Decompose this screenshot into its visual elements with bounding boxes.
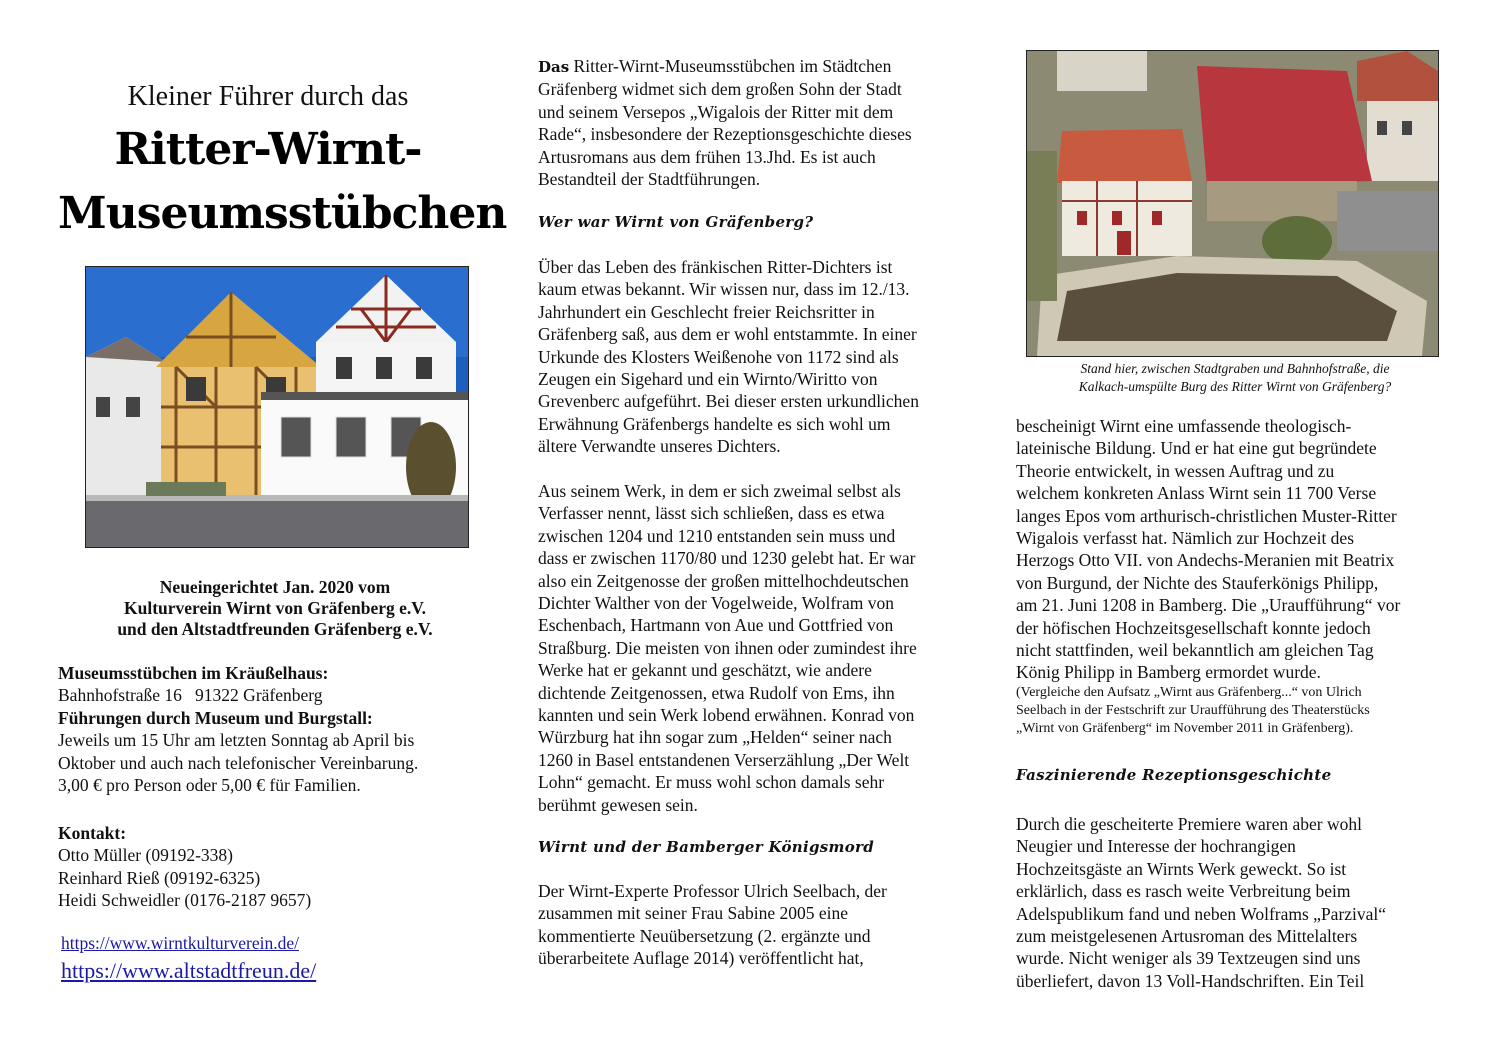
r2-line-7: wurde. Nicht weniger als 39 Textzeugen sind uns <box>1016 948 1361 969</box>
pretitle: Kleiner Führer durch das <box>127 81 409 112</box>
p1-line-4: Gräfenberg saß, aus dem er wohl entstammte. In einer <box>538 324 917 345</box>
paragraph-bildung <box>1016 415 1456 684</box>
credits-line-2: Kulturverein Wirnt von Gräfenberg e.V. <box>123 598 427 618</box>
p2-line-9: Werke hat er gekannt und geschätzt, wie andere <box>538 660 872 681</box>
r2-line-6: zum meistgelesenen Artusroman des Mittelalters <box>1016 926 1358 947</box>
museum-building-photo <box>85 266 469 548</box>
r1-line-2: lateinische Bildung. Und er hat eine gut begründete <box>1016 438 1377 459</box>
p1-line-1: Über das Leben des fränkischen Ritter-Dichters ist <box>538 257 893 277</box>
intro-paragraph <box>538 55 970 190</box>
paragraph-seelbach <box>538 880 970 970</box>
link-wirntkulturverein[interactable]: https://www.wirntkulturverein.de/ <box>61 933 299 953</box>
p3-line-3: kommentierte Neuübersetzung (2. ergänzte und <box>538 925 871 946</box>
p2-line-14: Lohn“ gemacht. Er muss wohl schon damals sehr <box>538 772 885 793</box>
r1-line-6: Wigalois verfasst hat. Nämlich zur Hochzeit des <box>1016 528 1355 549</box>
r2-line-3: Hochzeitsgäste an Wirnts Werk geweckt. So ist <box>1016 858 1347 879</box>
intro-line-1: Ritter-Wirnt-Museumsstübchen im Städtchen <box>569 56 892 76</box>
intro-line-2: Gräfenberg widmet sich dem großen Sohn der Stadt <box>538 79 902 100</box>
p2-line-5: also ein Zeitgenosse der großen mittelhochdeutschen <box>538 570 909 591</box>
p2-line-7: Eschenbach, Hartmann von Aue und Gottfried von <box>538 615 894 636</box>
location-heading: Museumsstübchen im Kräußelhaus: <box>58 663 329 683</box>
contact-1: Otto Müller (09192-338) <box>58 845 233 866</box>
r2-line-8: überliefert, davon 13 Voll-Handschriften. Ein Teil <box>1016 970 1365 991</box>
intro-line-5: Artusromans aus dem frühen 13.Jhd. Es ist auch <box>538 146 876 167</box>
p2-line-1: Aus seinem Werk, in dem er sich zweimal selbst als <box>538 481 901 501</box>
caption-line-2: Kalkach-umspülte Burg des Ritter Wirnt von Gräfenberg? <box>1078 379 1392 394</box>
paragraph-work <box>538 480 970 816</box>
r2-line-1: Durch die gescheiterte Premiere waren aber wohl <box>1016 814 1362 834</box>
r2-line-4: erklärlich, dass es rasch weite Verbreitung beim <box>1016 881 1351 902</box>
note-line-3: „Wirnt von Gräfenberg“ im November 2011 in Gräfenberg). <box>1016 721 1354 736</box>
museum-info <box>58 662 498 796</box>
r1-line-11: nicht stattfinden, weil bekanntlich am gleichen Tag <box>1016 640 1374 661</box>
tours-heading: Führungen durch Museum und Burgstall: <box>58 707 373 728</box>
tours-line-3: 3,00 € pro Person oder 5,00 € für Familien. <box>58 775 361 796</box>
tours-line-2: Oktober und auch nach telefonischer Vereinbarung. <box>58 752 419 773</box>
p3-line-2: zusammen mit seiner Frau Sabine 2005 eine <box>538 903 849 924</box>
r1-line-12: König Philipp in Bamberg ermordet wurde. <box>1016 662 1321 683</box>
reference-note <box>1016 684 1466 738</box>
photo-caption <box>1010 360 1460 396</box>
r1-line-8: von Burgund, der Nichte des Stauferkönigs Philipp, <box>1016 572 1379 593</box>
p2-line-15: berühmt gewesen sein. <box>538 794 698 815</box>
p2-line-3: zwischen 1204 und 1210 entstanden sein muss und <box>538 525 896 546</box>
paragraph-rezeption <box>1016 813 1456 992</box>
credits-line-3: und den Altstadtfreunden Gräfenberg e.V. <box>117 619 433 639</box>
p1-line-9: ältere Verwandte unseres Dichters. <box>538 436 781 457</box>
p3-line-1: Der Wirnt-Experte Professor Ulrich Seelbach, der <box>538 881 887 901</box>
intro-line-6: Bestandteil der Stadtführungen. <box>538 169 761 190</box>
title-line-2: Museumsstübchen <box>58 188 507 239</box>
p2-line-4: dass er zwischen 1170/80 und 1230 gelebt hat. Er war <box>538 548 916 569</box>
p2-line-6: Dichter Walther von der Vogelweide, Wolfram von <box>538 593 895 614</box>
r1-line-4: welchem konkreten Anlass Wirnt sein 11 700 Verse <box>1016 483 1377 504</box>
r2-line-2: Neugier und Interesse der hochrangigen <box>1016 836 1296 857</box>
r1-line-3: Theorie entwickelt, in wessen Auftrag und zu <box>1016 460 1335 481</box>
credits <box>60 577 490 640</box>
r2-line-5: Adelspublikum fand und neben Wolframs „Parzival“ <box>1016 903 1387 924</box>
credits-line-1: Neueingerichtet Jan. 2020 vom <box>159 577 391 597</box>
paragraph-life <box>538 256 970 458</box>
p1-line-5: Urkunde des Klosters Weißenohe von 1172 sind als <box>538 346 899 367</box>
r1-line-7: Herzogs Otto VII. von Andechs-Meranien mit Beatrix <box>1016 550 1395 571</box>
intro-first-word: Das <box>538 58 570 76</box>
p1-line-7: Grevenberc aufgeführt. Bei dieser ersten urkundlichen <box>538 391 919 412</box>
p2-line-12: Würzburg hat ihn sogar zum „Helden“ seiner nach <box>538 727 892 748</box>
r1-line-5: langes Epos vom arthurisch-christlichen Muster-Ritter <box>1016 505 1397 526</box>
tours-line-1: Jeweils um 15 Uhr am letzten Sonntag ab April bis <box>58 730 415 751</box>
contact-heading: Kontakt: <box>58 823 127 843</box>
p1-line-6: Zeugen ein Sigehard und ein Wirnto/Wiritto von <box>538 369 878 390</box>
intro-line-4: Rade“, insbesondere der Rezeptionsgeschichte dieses <box>538 124 912 145</box>
p2-line-13: 1260 in Basel entstandenen Verserzählung „Der Welt <box>538 749 910 770</box>
address: Bahnhofstraße 16 91322 Gräfenberg <box>58 685 323 706</box>
heading-rezeption: Faszinierende Rezeptionsgeschichte <box>1016 766 1332 784</box>
intro-line-3: und seinem Versepos „Wigalois der Ritter mit dem <box>538 101 894 122</box>
note-line-2: Seelbach in der Festschrift zur Uraufführung des Theaterstücks <box>1016 703 1370 718</box>
note-line-1: (Vergleiche den Aufsatz „Wirnt aus Gräfenberg...“ von Ulrich <box>1016 685 1362 700</box>
p1-line-2: kaum etwas bekannt. Wir wissen nur, dass im 12./13. <box>538 279 910 300</box>
p2-line-10: dichtende Zeitgenossen, etwa Rudolf von Ems, ihn <box>538 682 895 703</box>
title-line-1: Ritter-Wirnt- <box>114 124 422 175</box>
p2-line-8: Straßburg. Die meisten von ihnen oder zumindest ihre <box>538 637 917 658</box>
caption-line-1: Stand hier, zwischen Stadtgraben und Bahnhofstraße, die <box>1080 361 1390 376</box>
r1-line-1: bescheinigt Wirnt eine umfassende theologisch- <box>1016 416 1352 436</box>
contact-2: Reinhard Rieß (09192-6325) <box>58 867 261 888</box>
p2-line-2: Verfasser nennt, lässt sich schließen, dass es etwa <box>538 503 885 524</box>
burgstall-aerial-photo <box>1026 50 1439 357</box>
contact-block <box>58 822 498 912</box>
p1-line-8: Erwähnung Gräfenbergs handelte es sich wohl um <box>538 413 891 434</box>
p1-line-3: Jahrhundert ein Geschlecht freier Reichsritter in <box>538 301 875 322</box>
p3-line-4: überarbeitete Auflage 2014) veröffentlicht hat, <box>538 948 864 969</box>
contact-3: Heidi Schweidler (0176-2187 9657) <box>58 890 312 911</box>
heading-wer-war-wirnt: Wer war Wirnt von Gräfenberg? <box>538 213 814 231</box>
r1-line-10: der höfischen Hochzeitsgesellschaft konnte jedoch <box>1016 617 1371 638</box>
heading-koenigsmord: Wirnt und der Bamberger Königsmord <box>538 838 874 856</box>
p2-line-11: kannten und sein Werk lobend erwähnen. Konrad von <box>538 705 915 726</box>
r1-line-9: am 21. Juni 1208 in Bamberg. Die „Uraufführung“ vor <box>1016 595 1401 616</box>
link-altstadtfreunde[interactable]: https://www.altstadtfreun.de/ <box>61 958 317 983</box>
